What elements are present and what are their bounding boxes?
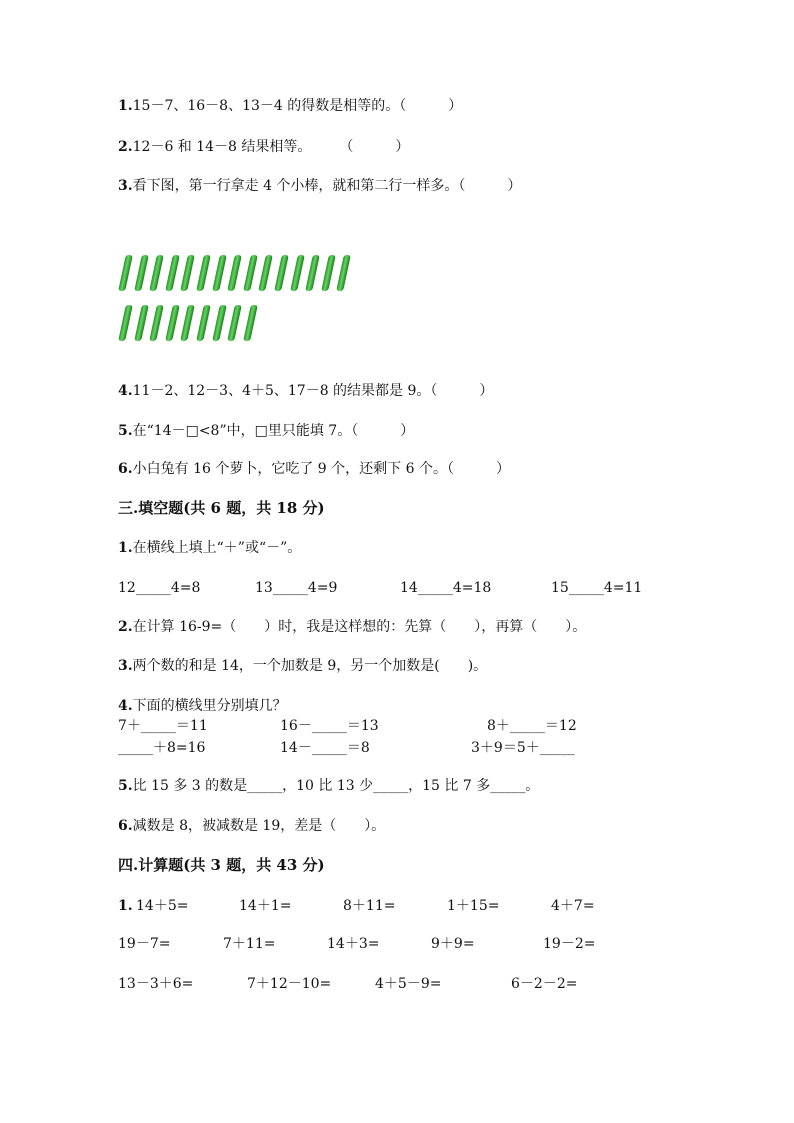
stick [259,255,274,291]
fill-item: _____＋8=16 [118,740,206,756]
calc-item: 1＋15= [447,898,500,914]
question-text: 小白兔有 16 个萝卜，它吃了 9 个，还剩下 6 个。（ ） [132,461,510,477]
stick [243,305,258,341]
calc-item: 9＋9= [431,936,475,952]
stick [212,305,227,341]
stick [290,255,305,291]
question-text: 12－6 和 14－8 结果相等。 （ ） [132,139,410,155]
section-3-heading: 三.填空题(共 6 题，共 18 分) [118,499,325,517]
question-text: 在计算 16-9=（ ）时，我是这样想的：先算（ ），再算（ ）。 [132,619,587,635]
calc-item: 7＋11= [223,936,276,952]
calc-item: 14＋1= [239,898,292,914]
fill-item: 8＋_____＝12 [487,718,577,734]
calc-item: 7＋12－10= [247,976,332,992]
question-text: 减数是 8，被减数是 19，差是（ ）。 [132,818,386,834]
stick [118,305,133,341]
stick [337,255,352,291]
judge-question-5 [118,421,414,441]
calc-item: 4＋5－9= [375,976,442,992]
question-number: 4. [118,383,133,399]
stick [181,255,196,291]
fill-question-3 [118,656,487,676]
calc-item: 19－2= [543,936,596,952]
stick [165,305,180,341]
question-number: 5. [118,423,133,439]
stick [165,255,180,291]
judge-question-4 [118,381,493,401]
calc-item: 13－3＋6= [118,976,194,992]
question-text: 比 15 多 3 的数是_____，10 比 13 少_____，15 比 7 多_____。 [132,778,540,794]
stick [321,255,336,291]
question-text: 15－7、16－8、13－4 的得数是相等的。（ ） [132,98,463,114]
stick [149,305,164,341]
stick [212,255,227,291]
stick [243,255,258,291]
calc-item: 19－7= [118,936,171,952]
fill-item: 15_____4=11 [551,580,643,596]
fill-item: 12_____4=8 [118,580,201,596]
calc-item: 14＋3= [327,936,380,952]
question-number: 1. [118,898,133,914]
fill-item: 16－_____＝13 [280,718,379,734]
question-number: 3. [118,658,133,674]
calc-item: 4＋7= [551,898,595,914]
question-text: 11－2、12－3、4＋5、17－8 的结果都是 9。（ ） [132,383,494,399]
stick [196,255,211,291]
stick [181,305,196,341]
section-4-heading: 四.计算题(共 3 题，共 43 分) [118,856,325,874]
fill-item: 3＋9＝5＋_____ [471,740,575,756]
judge-question-2 [118,137,409,157]
question-text: 看下图，第一行拿走 4 个小棒，就和第二行一样多。（ ） [132,178,522,194]
fill-question-2 [118,617,586,637]
question-text: 两个数的和是 14，一个加数是 9，另一个加数是( )。 [132,658,488,674]
question-text: 在横线上填上“＋”或“－”。 [132,540,302,556]
fill-item: 7＋_____＝11 [118,718,208,734]
question-number: 3. [118,178,133,194]
calc-item: 6－2－2= [511,976,578,992]
question-number: 4. [118,698,133,714]
calc-item: 14＋5= [136,898,189,914]
fill-item: 14－_____＝8 [280,740,370,756]
question-text: 下面的横线里分别填几？ [132,698,287,714]
question-number: 2. [118,139,133,155]
stick [305,255,320,291]
stick [274,255,289,291]
stick [196,305,211,341]
stick [134,255,149,291]
question-number: 6. [118,818,133,834]
question-number: 2. [118,619,133,635]
judge-question-3 [118,176,521,196]
fill-item: 13_____4=9 [255,580,338,596]
fill-question-4 [118,696,287,716]
question-number: 5. [118,778,133,794]
calc-item: 8＋11= [343,898,396,914]
stick [227,305,242,341]
stick [227,255,242,291]
stick [134,305,149,341]
fill-question-6 [118,816,385,836]
judge-question-6 [118,459,510,479]
judge-question-1 [118,96,462,116]
question-number: 1. [118,540,133,556]
stick [149,255,164,291]
fill-item: 14_____4=18 [400,580,492,596]
question-number: 6. [118,461,133,477]
stick [118,255,133,291]
question-number: 1. [118,98,133,114]
fill-question-5 [118,776,539,796]
fill-question-1 [118,538,301,558]
question-text: 在“14－□<8”中，□里只能填 7。（ ） [132,423,415,439]
